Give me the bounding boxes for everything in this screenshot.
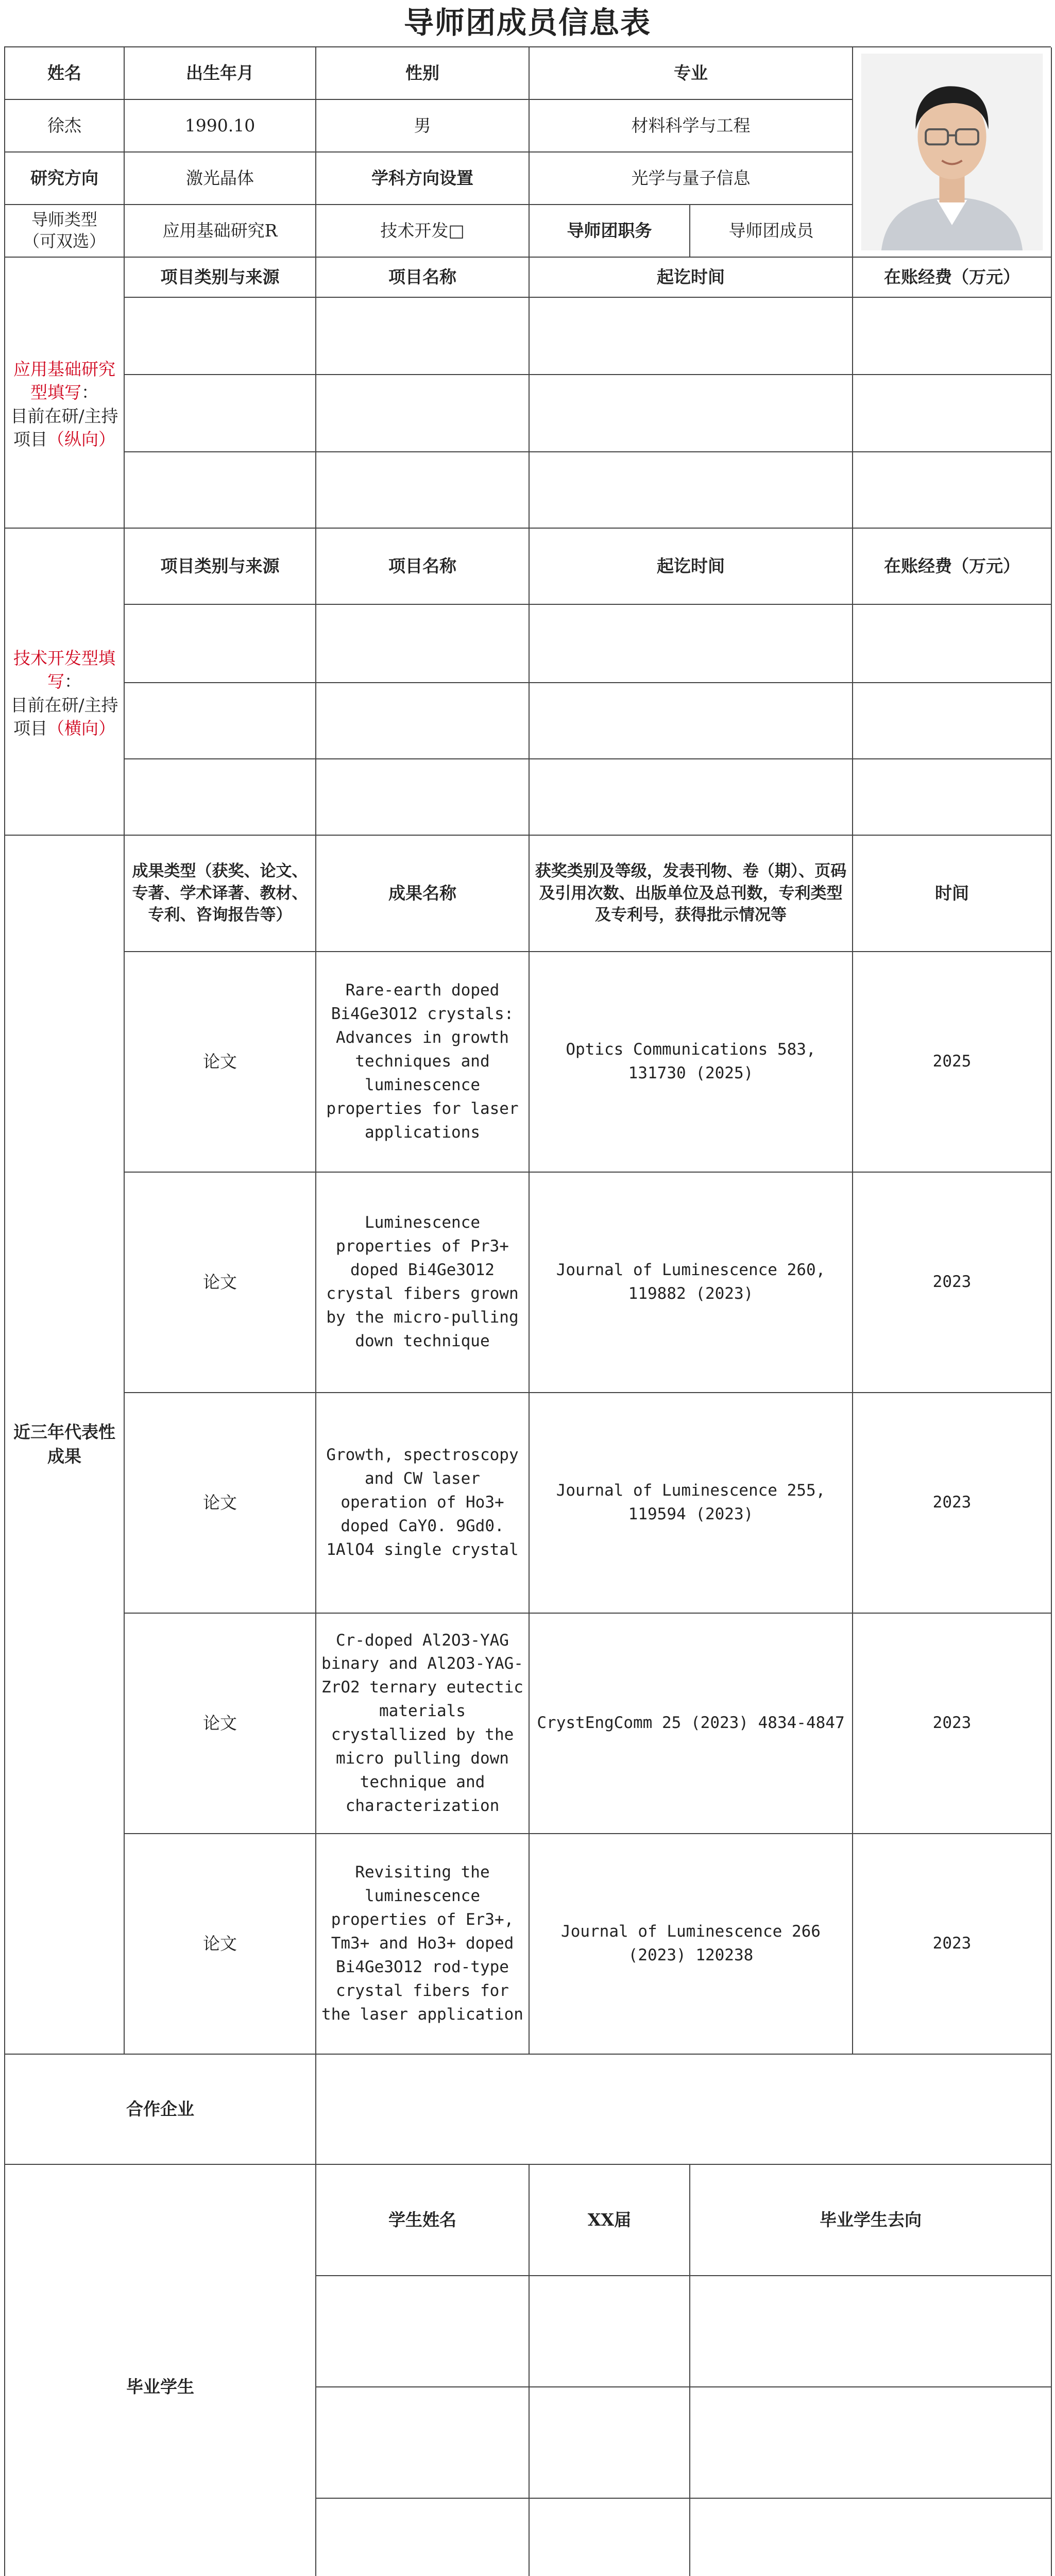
basic-projects-label-vertical: （纵向） xyxy=(47,429,115,450)
graduate-cell xyxy=(530,2387,690,2499)
tech-projects-label-red: 技术开发型填写 xyxy=(13,648,115,692)
achievement-name: Luminescence properties of Pr3+ doped Bi4Ge3O12 crystal fibers grown by the micro-pulling down technique xyxy=(316,1173,530,1393)
tech-projects-label-text: ： 目前在研/主持项目 xyxy=(10,671,118,739)
achievement-venue: Journal of Luminescence 255, 119594 (2023) xyxy=(530,1393,853,1614)
achievement-venue: Journal of Luminescence 260, 119882 (2023) xyxy=(530,1173,853,1393)
discipline-label: 学科方向设置 xyxy=(316,152,530,205)
tech-header-category: 项目类别与来源 xyxy=(125,529,316,605)
birth-label: 出生年月 xyxy=(125,47,316,100)
tech-projects-label-horizontal: （横向） xyxy=(47,718,115,739)
partner-value xyxy=(316,2055,1052,2165)
achievement-venue: Optics Communications 583, 131730 (2025) xyxy=(530,952,853,1173)
tech-cell xyxy=(853,605,1052,683)
graduate-cell xyxy=(316,2276,530,2387)
tech-header-name: 项目名称 xyxy=(316,529,530,605)
basic-projects-label-red: 应用基础研究型填写 xyxy=(13,359,115,403)
achievement-name: Growth, spectroscopy and CW laser operation of Ho3+ doped CaY0. 9Gd0. 1AlO4 single crystal xyxy=(316,1393,530,1614)
basic-projects-label xyxy=(5,258,125,529)
achievement-venue: CrystEngComm 25 (2023) 4834-4847 xyxy=(530,1614,853,1834)
basic-cell xyxy=(125,452,316,529)
basic-cell xyxy=(530,298,853,375)
graduate-cell xyxy=(690,2276,1052,2387)
tech-cell xyxy=(316,759,530,836)
achievement-year: 2025 xyxy=(853,952,1052,1173)
achievement-venue: Journal of Luminescence 266 (2023) 120238 xyxy=(530,1834,853,2055)
portrait-photo-icon xyxy=(859,54,1045,250)
tech-cell xyxy=(530,759,853,836)
graduate-cell xyxy=(690,2387,1052,2499)
name-value: 徐杰 xyxy=(5,100,125,152)
team-role-label: 导师团职务 xyxy=(530,205,690,258)
basic-header-category: 项目类别与来源 xyxy=(125,258,316,298)
name-label: 姓名 xyxy=(5,47,125,100)
achievement-year: 2023 xyxy=(853,1173,1052,1393)
achievements-label: 近三年代表性成果 xyxy=(5,836,125,2055)
achievements-header-time: 时间 xyxy=(853,836,1052,952)
tech-projects-label xyxy=(5,529,125,836)
portrait-photo xyxy=(853,47,1052,258)
tech-cell xyxy=(125,605,316,683)
achievement-type: 论文 xyxy=(125,1614,316,1834)
achievement-name: Rare-earth doped Bi4Ge3O12 crystals: Advances in growth techniques and luminescence properties for laser applications xyxy=(316,952,530,1173)
major-label: 专业 xyxy=(530,47,853,100)
graduates-header-destination: 毕业学生去向 xyxy=(690,2165,1052,2276)
tech-cell xyxy=(853,683,1052,759)
major-value: 材料科学与工程 xyxy=(530,100,853,152)
achievement-year: 2023 xyxy=(853,1393,1052,1614)
info-table xyxy=(4,46,1051,2576)
basic-cell xyxy=(530,375,853,452)
gender-value: 男 xyxy=(316,100,530,152)
achievements-header-venue: 获奖类别及等级，发表刊物、卷（期）、页码及引用次数、出版单位及总刊数，专利类型及专利号，获得批示情况等 xyxy=(530,836,853,952)
basic-header-period: 起讫时间 xyxy=(530,258,853,298)
graduates-header-class: XX届 xyxy=(530,2165,690,2276)
achievements-header-name: 成果名称 xyxy=(316,836,530,952)
tech-cell xyxy=(125,759,316,836)
birth-value: 1990.10 xyxy=(125,100,316,152)
basic-cell xyxy=(316,298,530,375)
achievement-name: Revisiting the luminescence properties of Er3+, Tm3+ and Ho3+ doped Bi4Ge3O12 rod-type crystal fibers for the laser application xyxy=(316,1834,530,2055)
basic-projects-label-text: ： 目前在研/主持项目 xyxy=(10,382,118,450)
graduate-cell xyxy=(316,2387,530,2499)
mentor-type-basic-option: 应用基础研究R xyxy=(125,205,316,258)
discipline-value: 光学与量子信息 xyxy=(530,152,853,205)
basic-header-funds: 在账经费（万元） xyxy=(853,258,1052,298)
tech-cell xyxy=(530,683,853,759)
basic-header-name: 项目名称 xyxy=(316,258,530,298)
research-label: 研究方向 xyxy=(5,152,125,205)
achievements-header-type: 成果类型（获奖、论文、专著、学术译著、教材、专利、咨询报告等） xyxy=(125,836,316,952)
graduate-cell xyxy=(690,2499,1052,2576)
graduate-cell xyxy=(316,2499,530,2576)
achievement-type: 论文 xyxy=(125,1173,316,1393)
basic-cell xyxy=(125,375,316,452)
tech-header-period: 起讫时间 xyxy=(530,529,853,605)
tech-header-funds: 在账经费（万元） xyxy=(853,529,1052,605)
basic-cell xyxy=(125,298,316,375)
tech-cell xyxy=(853,759,1052,836)
graduates-header-name: 学生姓名 xyxy=(316,2165,530,2276)
basic-cell xyxy=(853,452,1052,529)
basic-cell xyxy=(530,452,853,529)
tech-cell xyxy=(316,683,530,759)
basic-cell xyxy=(853,375,1052,452)
achievement-year: 2023 xyxy=(853,1834,1052,2055)
team-role-value: 导师团成员 xyxy=(690,205,853,258)
achievement-name: Cr-doped Al2O3-YAG binary and Al2O3-YAG-ZrO2 ternary eutectic materials crystallized by the micro pulling down technique and characterization xyxy=(316,1614,530,1834)
tech-cell xyxy=(530,605,853,683)
graduates-label: 毕业学生 xyxy=(5,2165,316,2576)
achievement-type: 论文 xyxy=(125,1393,316,1614)
mentor-type-tech-option: 技术开发□ xyxy=(316,205,530,258)
basic-cell xyxy=(316,452,530,529)
partner-label: 合作企业 xyxy=(5,2055,316,2165)
graduate-cell xyxy=(530,2499,690,2576)
basic-cell xyxy=(853,298,1052,375)
achievement-year: 2023 xyxy=(853,1614,1052,1834)
gender-label: 性别 xyxy=(316,47,530,100)
achievement-type: 论文 xyxy=(125,952,316,1173)
research-value: 激光晶体 xyxy=(125,152,316,205)
tech-cell xyxy=(316,605,530,683)
tech-cell xyxy=(125,683,316,759)
graduate-cell xyxy=(530,2276,690,2387)
basic-cell xyxy=(316,375,530,452)
page-title: 导师团成员信息表 xyxy=(403,5,651,40)
achievement-type: 论文 xyxy=(125,1834,316,2055)
mentor-type-label: 导师类型 （可双选） xyxy=(5,205,125,258)
